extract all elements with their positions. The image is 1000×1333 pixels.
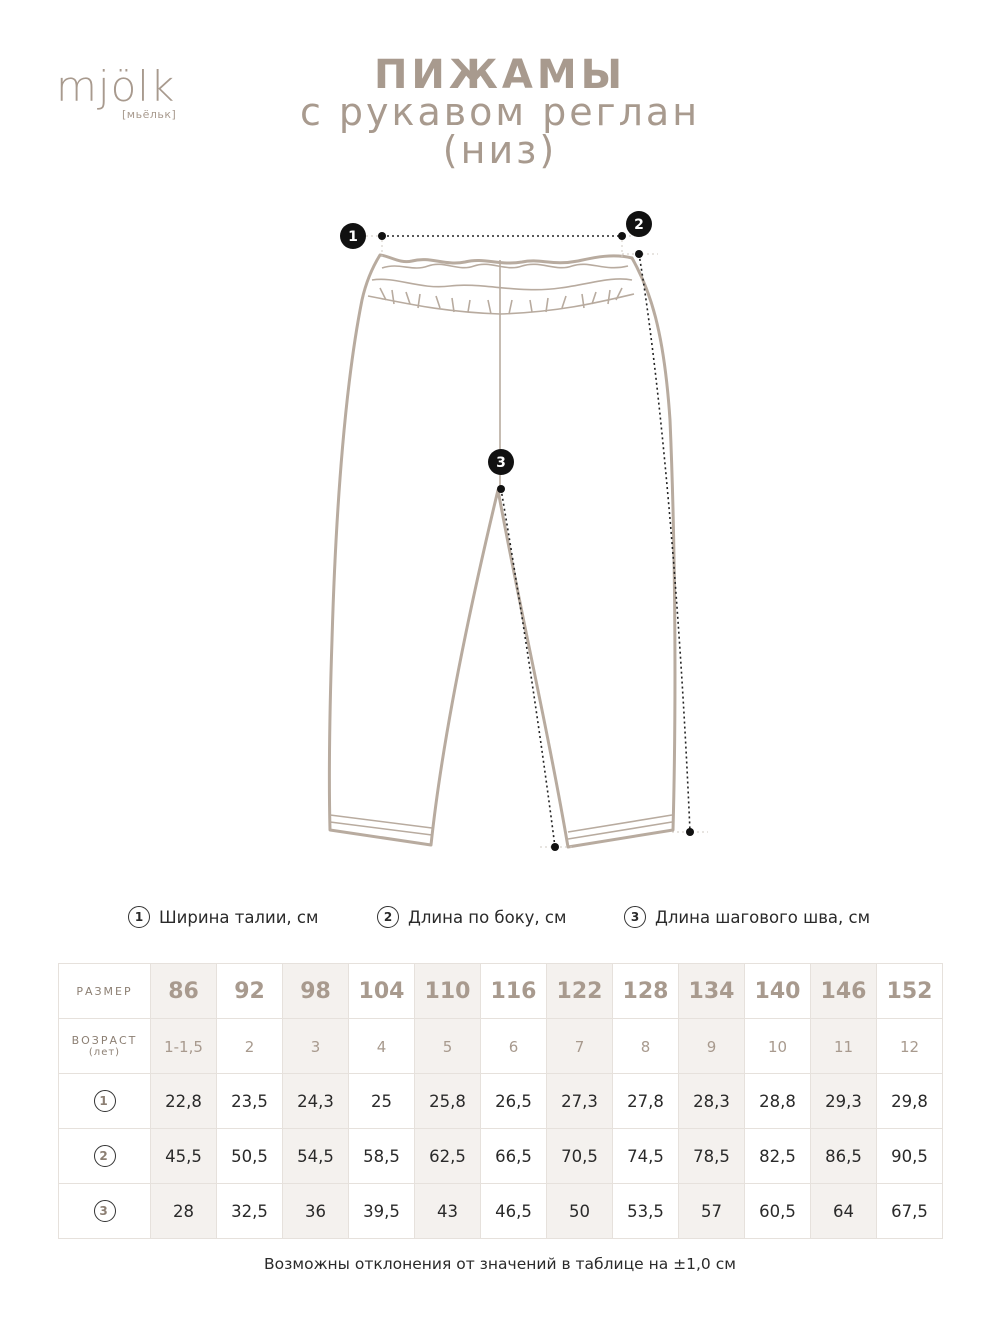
table-cell: 50,5: [217, 1129, 283, 1184]
age-header: ВОЗРАСТ (лет): [59, 1019, 151, 1074]
table-cell: 28,8: [745, 1074, 811, 1129]
table-cell: 10: [745, 1019, 811, 1074]
pants-outline: [329, 255, 675, 847]
table-row-ages: [59, 1019, 943, 1074]
table-cell: 122: [547, 964, 613, 1019]
table-cell: 8: [613, 1019, 679, 1074]
table-cell: 2: [217, 1019, 283, 1074]
table-cell: 140: [745, 964, 811, 1019]
table-cell: 3: [283, 1019, 349, 1074]
table-cell: 54,5: [283, 1129, 349, 1184]
table-cell: 25: [349, 1074, 415, 1129]
table-cell: 82,5: [745, 1129, 811, 1184]
table-cell: 32,5: [217, 1184, 283, 1239]
table-cell: 116: [481, 964, 547, 1019]
table-cell: 92: [217, 964, 283, 1019]
table-cell: 45,5: [151, 1129, 217, 1184]
table-cell: 67,5: [877, 1184, 943, 1239]
marker-2: [626, 211, 652, 237]
table-cell: 6: [481, 1019, 547, 1074]
table-cell: 104: [349, 964, 415, 1019]
table-cell: 70,5: [547, 1129, 613, 1184]
table-row-sizes: [59, 964, 943, 1019]
marker-1-label: 1: [348, 229, 358, 245]
legend-item-inseam: [624, 906, 870, 928]
table-cell: 28: [151, 1184, 217, 1239]
table-cell: 28,3: [679, 1074, 745, 1129]
marker-2-label: 2: [634, 217, 644, 233]
legend-num: 3: [624, 906, 646, 928]
page-subtitle-part: (низ): [442, 128, 558, 172]
table-cell: 86,5: [811, 1129, 877, 1184]
table-cell: 4: [349, 1019, 415, 1074]
table-cell: 146: [811, 964, 877, 1019]
logo-subtitle: [мьёльк]: [122, 108, 177, 121]
table-cell: 43: [415, 1184, 481, 1239]
table-cell: 110: [415, 964, 481, 1019]
table-cell: 29,8: [877, 1074, 943, 1129]
table-cell: 26,5: [481, 1074, 547, 1129]
table-cell: 24,3: [283, 1074, 349, 1129]
table-cell: 58,5: [349, 1129, 415, 1184]
legend-label: Длина по боку, см: [408, 907, 567, 927]
table-cell: 134: [679, 964, 745, 1019]
legend-item-waist: [128, 906, 318, 928]
table-cell: 66,5: [481, 1129, 547, 1184]
pants-details: [330, 260, 672, 839]
row-number: 2: [59, 1129, 151, 1184]
table-cell: 9: [679, 1019, 745, 1074]
table-cell: 128: [613, 964, 679, 1019]
table-cell: 11: [811, 1019, 877, 1074]
page-subtitle: с рукавом реглан: [299, 90, 701, 134]
legend-item-side-length: [377, 906, 566, 928]
table-cell: 22,8: [151, 1074, 217, 1129]
table-row-waist: [59, 1074, 943, 1129]
logo-wordmark: mjölk: [56, 62, 176, 111]
table-row-inseam: [59, 1184, 943, 1239]
table-cell: 60,5: [745, 1184, 811, 1239]
table-cell: 29,3: [811, 1074, 877, 1129]
table-cell: 57: [679, 1184, 745, 1239]
table-cell: 86: [151, 964, 217, 1019]
table-cell: 53,5: [613, 1184, 679, 1239]
table-cell: 25,8: [415, 1074, 481, 1129]
table-cell: 78,5: [679, 1129, 745, 1184]
table-cell: 90,5: [877, 1129, 943, 1184]
table-cell: 98: [283, 964, 349, 1019]
measure-lines: [382, 236, 690, 847]
legend-num: 1: [128, 906, 150, 928]
marker-1: [340, 223, 366, 249]
table-cell: 5: [415, 1019, 481, 1074]
legend-num: 2: [377, 906, 399, 928]
table-cell: 39,5: [349, 1184, 415, 1239]
marker-3-label: 3: [496, 455, 506, 471]
size-header: РАЗМЕР: [59, 964, 151, 1019]
legend-label: Ширина талии, см: [159, 907, 319, 927]
table-row-side-length: [59, 1129, 943, 1184]
table-cell: 36: [283, 1184, 349, 1239]
measure-points: [378, 232, 694, 851]
table-cell: 23,5: [217, 1074, 283, 1129]
table-cell: 152: [877, 964, 943, 1019]
legend-label: Длина шагового шва, см: [655, 907, 871, 927]
row-number: 1: [59, 1074, 151, 1129]
table-cell: 62,5: [415, 1129, 481, 1184]
footnote: Возможны отклонения от значений в таблице на ±1,0 см: [264, 1255, 736, 1273]
table-cell: 27,8: [613, 1074, 679, 1129]
marker-3: [488, 449, 514, 475]
table-cell: 64: [811, 1184, 877, 1239]
table-cell: 46,5: [481, 1184, 547, 1239]
size-table: [58, 963, 943, 1239]
table-cell: 7: [547, 1019, 613, 1074]
table-cell: 74,5: [613, 1129, 679, 1184]
row-number: 3: [59, 1184, 151, 1239]
page-title: ПИЖАМЫ: [373, 52, 627, 98]
table-cell: 1-1,5: [151, 1019, 217, 1074]
table-cell: 50: [547, 1184, 613, 1239]
table-cell: 27,3: [547, 1074, 613, 1129]
table-cell: 12: [877, 1019, 943, 1074]
